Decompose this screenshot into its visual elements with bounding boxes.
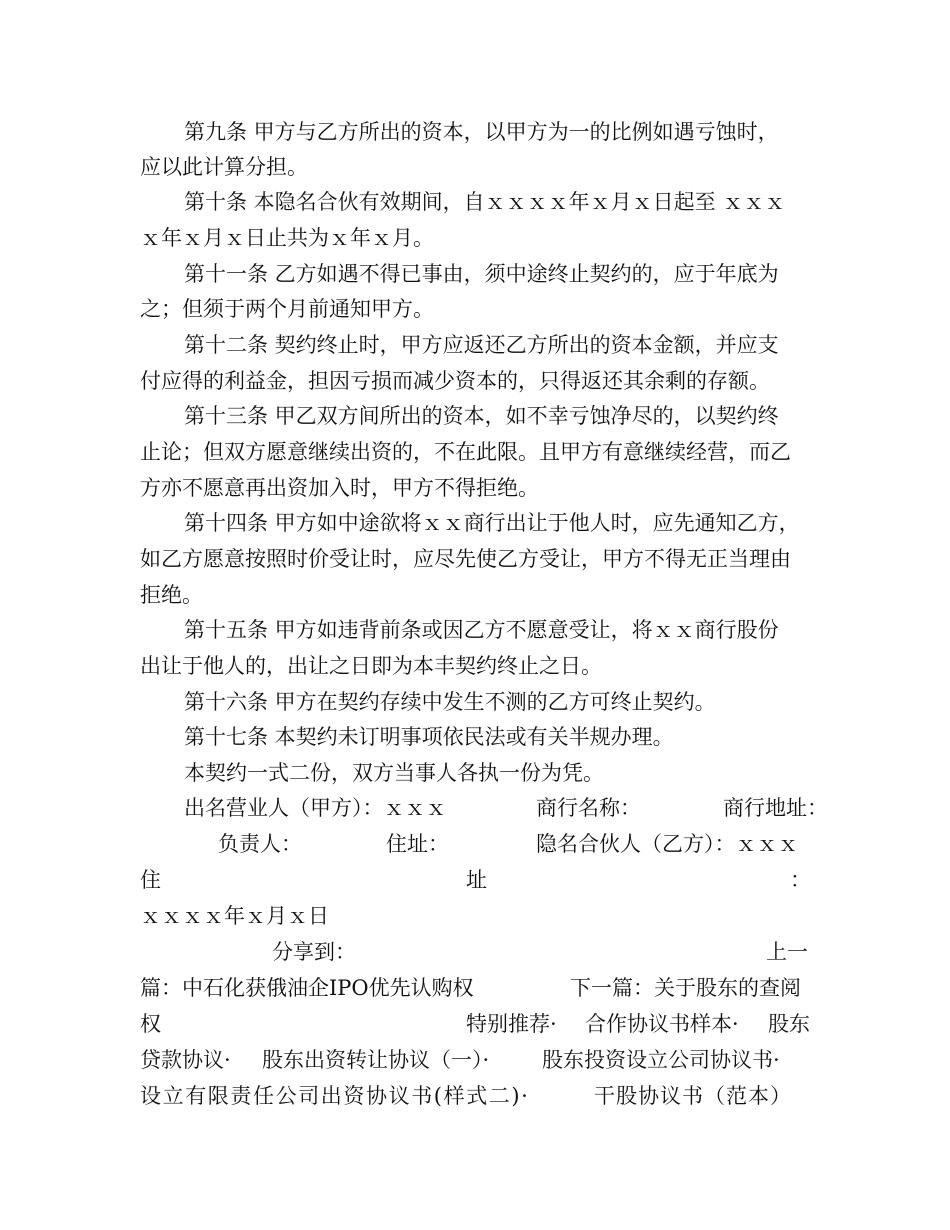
article-17: 第十七条 本契约未订明事项依民法或有关半规办理。: [184, 725, 674, 749]
article-10-line-1: 第十条 本隐名合伙有效期间，自ｘｘｘｘ年ｘ月ｘ日起至 ｘｘｘ: [184, 190, 786, 214]
signing-date: ｘｘｘｘ年ｘ月ｘ日: [140, 904, 329, 928]
recommend-link-5[interactable]: 设立有限责任公司出资协议书(样式二)·: [140, 1084, 530, 1108]
address-label: 住址：: [386, 832, 449, 856]
recommend-link-1[interactable]: 合作协议书样本·: [585, 1012, 739, 1036]
article-9-line-1: 第九条 甲方与乙方所出的资本，以甲方为一的比例如遇亏蚀时，: [184, 120, 779, 144]
article-10-line-2: ｘ年ｘ月ｘ日止共为ｘ年ｘ月。: [140, 226, 434, 250]
prev-article-link[interactable]: 篇：中石化获俄油企IPO优先认购权: [140, 976, 474, 1000]
article-11-line-1: 第十一条 乙方如遇不得已事由，须中途终止契约的，应于年底为: [184, 262, 779, 286]
person-in-charge-label: 负责人：: [218, 832, 302, 856]
article-14-line-3: 拒绝。: [140, 583, 203, 607]
party-a-label: 出名营业人（甲方）：ｘｘｘ: [184, 796, 447, 820]
recommend-link-2-head[interactable]: 股东: [768, 1012, 810, 1036]
article-15-line-2: 出让于他人的，出让之日即为本丰契约终止之日。: [140, 654, 602, 678]
article-13-line-2: 止论；但双方愿意继续出资的，不在此限。且甲方有意继续经营，而乙: [140, 440, 791, 464]
article-9-line-2: 应以此计算分担。: [140, 155, 308, 179]
recommend-link-2-tail[interactable]: 贷款协议·: [140, 1048, 231, 1072]
address-char-1: 住: [140, 868, 161, 892]
recommend-link-3[interactable]: 股东出资转让协议（一）·: [262, 1048, 490, 1072]
article-12-line-1: 第十二条 契约终止时，甲方应返还乙方所出的资本金额，并应支: [184, 333, 779, 357]
share-to-label[interactable]: 分享到：: [272, 940, 356, 964]
article-11-line-2: 之；但须于两个月前通知甲方。: [140, 297, 434, 321]
firm-address-label: 商行地址：: [723, 796, 828, 820]
party-b-label: 隐名合伙人（乙方）：ｘｘｘ: [536, 832, 799, 856]
address-colon: ：: [790, 868, 811, 892]
article-12-line-2: 付应得的利益金，担因亏损而减少资本的，只得返还其余剩的存额。: [140, 369, 770, 393]
address-char-2: 址: [466, 868, 487, 892]
recommend-link-4[interactable]: 股东投资设立公司协议书·: [542, 1048, 780, 1072]
next-article-link[interactable]: 下一篇：关于股东的查阅: [570, 976, 801, 1000]
recommend-link-6[interactable]: 干股协议书（范本）: [594, 1084, 792, 1108]
article-16: 第十六条 甲方在契约存续中发生不测的乙方可终止契约。: [184, 690, 716, 714]
article-15-line-1: 第十五条 甲方如违背前条或因乙方不愿意受让，将ｘｘ商行股份: [184, 618, 779, 642]
prev-article-prefix[interactable]: 上一: [766, 940, 808, 964]
copies-clause: 本契约一式二份，双方当事人各执一份为凭。: [184, 761, 604, 785]
recommend-label: 特别推荐·: [466, 1012, 557, 1036]
next-article-link-tail[interactable]: 权: [140, 1012, 161, 1036]
firm-name-label: 商行名称：: [536, 796, 641, 820]
article-14-line-2: 如乙方愿意按照时价受让时，应尽先使乙方受让，甲方不得无正当理由: [140, 547, 791, 571]
article-13-line-3: 方亦不愿意再出资加入时，甲方不得拒绝。: [140, 476, 539, 500]
article-13-line-1: 第十三条 甲乙双方间所出的资本，如不幸亏蚀净尽的，以契约终: [184, 404, 779, 428]
article-14-line-1: 第十四条 甲方如中途欲将ｘｘ商行出让于他人时，应先通知乙方，: [184, 511, 800, 535]
